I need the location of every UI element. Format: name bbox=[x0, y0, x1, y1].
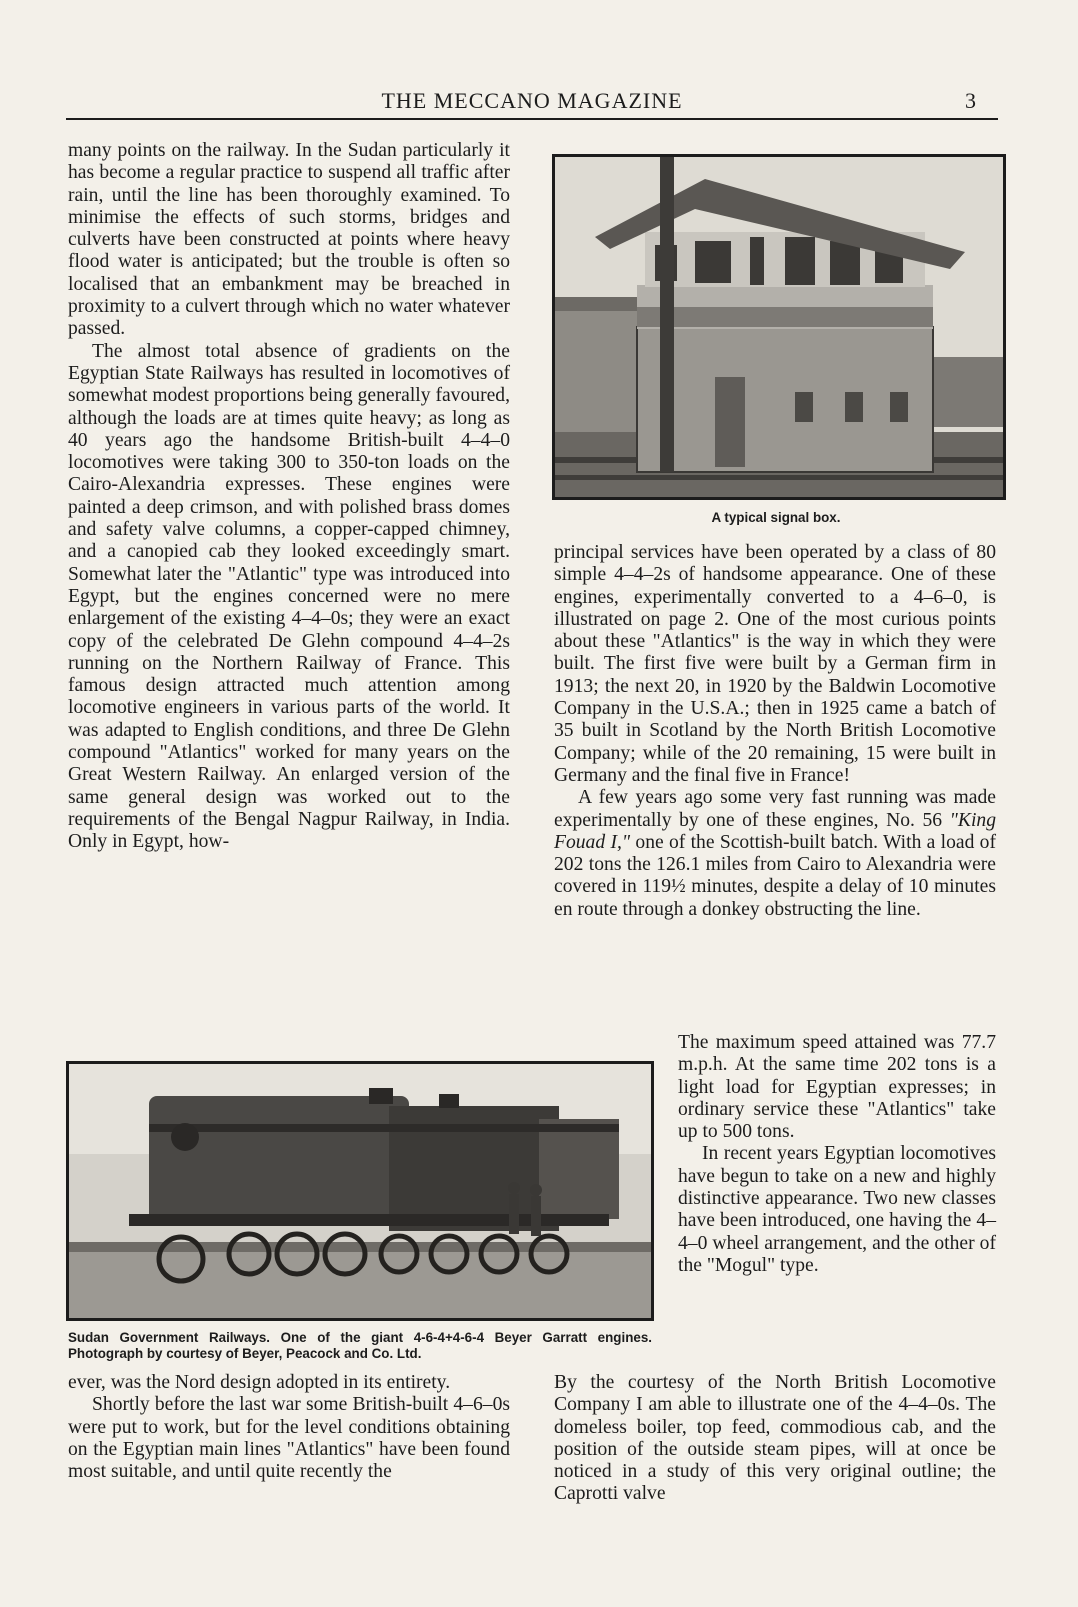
right-narrow-column-text bbox=[678, 1032, 996, 1277]
magazine-title: THE MECCANO MAGAZINE bbox=[381, 88, 683, 113]
page-number: 3 bbox=[965, 88, 976, 113]
page-header bbox=[66, 88, 998, 120]
paragraph: principal services have been operated by a class of 80 simple 4–4–2s of handsome appearance. One of these engines, experimentally converted to a 4–6–0, is illustrated on page 2. One of the most curious points about these "Atlantics" is the way in which they were built. The first five were built by a German firm in 1913; the next 20, in 1920 by the Baldwin Locomotive Company in the U.S.A.; then in 1925 came a batch of 35 built in Scotland by the North British Locomotive Company; while of the 20 remaining, 15 were built in Germany and the final five in France! bbox=[554, 542, 996, 786]
paragraph: The maximum speed attained was 77.7 m.p.h. At the same time 202 tons is a light load for Egyptian expresses; in ordinary service these "Atlantics" take up to 500 tons. bbox=[678, 1032, 996, 1143]
left-bottom-column-text bbox=[68, 1372, 510, 1483]
signal-box-caption: A typical signal box. bbox=[711, 510, 841, 525]
garratt-locomotive-photo bbox=[66, 1061, 654, 1321]
paragraph: In recent years Egyptian locomotives have begun to take on a new and highly distinctive appearance. Two new classes have been introduced, one having the 4–4–0 wheel arrangement, and the other of the "Mogul" type. bbox=[678, 1143, 996, 1276]
paragraph: ever, was the Nord design adopted in its entirety. bbox=[68, 1372, 451, 1393]
right-bottom-column-text bbox=[554, 1372, 996, 1506]
paragraph: many points on the railway. In the Sudan particularly it has become a regular practice to suspend all traffic after rain, until the line has been thoroughly examined. To minimise the effects of such storms, bridges and culverts have been constructed at points where heavy flood water is anticipated; but the trouble is often so localised that an embankment may be breached in proximity to a culvert through which no water whatever passed. bbox=[68, 140, 510, 340]
left-column-text bbox=[68, 140, 510, 854]
text-run: one of the Scottish-built batch. With a load of 202 tons the 126.1 miles from Cairo to Alexandria were covered in 119½ minutes, despite a delay of 10 minutes en route through a donkey obstructing the line. bbox=[554, 831, 996, 920]
signal-box-photo bbox=[552, 154, 1006, 500]
paragraph bbox=[554, 787, 996, 921]
paragraph: Shortly before the last war some British-built 4–6–0s were put to work, but for the level conditions obtaining on the Egyptian main lines "Atlantics" have been found most suitable, and until quite recently the bbox=[68, 1394, 510, 1483]
right-column-text bbox=[554, 542, 996, 921]
text-run: A few years ago some very fast running was made experimentally by one of these engines, No. 56 bbox=[554, 787, 996, 831]
paragraph: The almost total absence of gradients on the Egyptian State Railways has resulted in locomotives of somewhat modest proportions being generally favoured, although the loads are at times quite heavy; as long as 40 years ago the handsome British-built 4–4–0 locomotives were taking 300 to 350-ton loads on the Cairo-Alexandria expresses. These engines were painted a deep crimson, and with polished brass domes and safety valve columns, a copper-capped chimney, and a canopied cab they looked exceedingly smart. Somewhat later the "Atlantic" type was introduced into Egypt, but the engines concerned were no mere enlargement of the existing 4–4–0s; they were an exact copy of the celebrated De Glehn compound 4–4–2s running on the Northern Railway of France. This famous design attracted much attention among locomotive engineers in various parts of the world. It was adapted to English conditions, and three De Glehn compound "Atlantics" worked for many years on the Great Western Railway. An enlarged version of the same general design was worked out to the requirements of the Bengal Nagpur Railway, in India. Only in Egypt, how- bbox=[68, 340, 510, 853]
paragraph: By the courtesy of the North British Locomotive Company I am able to illustrate one of the 4–4–0s. The domeless boiler, top feed, commodious cab, and the position of the outside steam pipes, will at once be noticed in a study of this very original outline; the Caprotti valve bbox=[554, 1372, 996, 1505]
locomotive-name: "King Fouad I," bbox=[554, 809, 996, 853]
garratt-caption: Sudan Government Railways. One of the giant 4-6-4+4-6-4 Beyer Garratt engines. Photograph by courtesy of Beyer, Peacock and Co. Ltd. bbox=[68, 1330, 652, 1361]
